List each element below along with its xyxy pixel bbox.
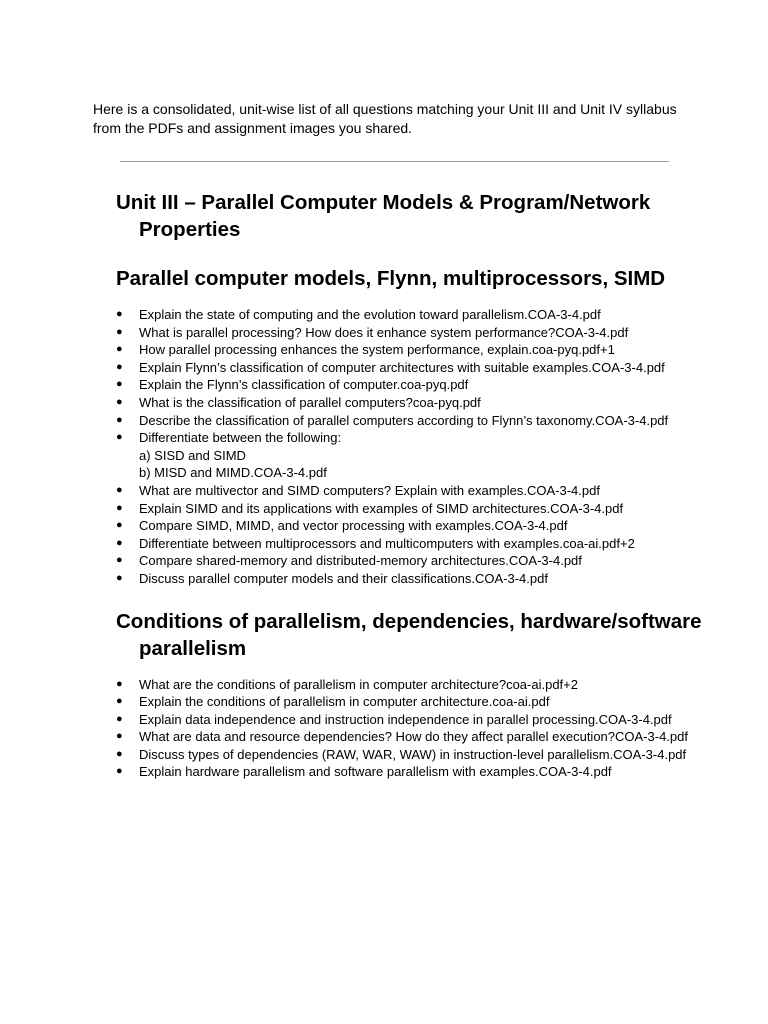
list-item-text: Compare SIMD, MIMD, and vector processing with examples.COA-3-4.pdf (139, 518, 568, 534)
list-item-text: Differentiate between the following: a) SISD and SIMD b) MISD and MIMD.COA-3-4.pdf (139, 430, 342, 481)
bullet-icon: ● (116, 712, 123, 725)
list-item-text: What are multivector and SIMD computers? Explain with examples.COA-3-4.pdf (139, 482, 600, 498)
list-item (116, 517, 716, 535)
list-item-text: Explain the state of computing and the evolution toward parallelism.COA-3-4.pdf (139, 307, 601, 322)
bullet-icon: ● (116, 571, 123, 584)
question-list (116, 676, 716, 782)
list-item (116, 535, 716, 553)
list-item-text: What are the conditions of parallelism in computer architecture?coa-ai.pdf+2 (139, 676, 578, 692)
horizontal-divider (120, 161, 669, 162)
bullet-icon: ● (116, 519, 123, 532)
list-item (116, 306, 716, 324)
document-body (116, 189, 716, 801)
list-item-text: What is the classification of parallel computers?coa-pyq.pdf (139, 394, 481, 410)
list-item-text: Describe the classification of parallel computers according to Flynn’s taxonomy.COA-3-4.pdf (139, 412, 669, 428)
list-item-text: Discuss types of dependencies (RAW, WAR, WAW) in instruction-level parallelism.COA-3-4.pdf (139, 746, 687, 762)
list-item (116, 376, 716, 394)
list-item-text: Explain Flynn’s classification of computer architectures with suitable examples.COA-3-4.pdf (139, 359, 665, 375)
list-item (116, 359, 716, 377)
bullet-icon: ● (116, 413, 123, 426)
list-item-text: Explain the Flynn’s classification of computer.coa-pyq.pdf (139, 377, 469, 393)
bullet-icon: ● (116, 695, 123, 708)
bullet-icon: ● (116, 325, 123, 338)
bullet-icon: ● (116, 308, 123, 320)
list-item (116, 728, 716, 746)
list-item (116, 746, 716, 764)
list-item-text: How parallel processing enhances the system performance, explain.coa-pyq.pdf+1 (139, 342, 615, 358)
bullet-icon: ● (116, 343, 123, 356)
list-item-text: Differentiate between multiprocessors and multicomputers with examples.coa-ai.pdf+2 (139, 535, 635, 551)
bullet-icon: ● (116, 483, 123, 496)
section-conditions-parallelism (116, 608, 716, 782)
list-item (116, 552, 716, 570)
bullet-icon: ● (116, 554, 123, 567)
list-item-text: Compare shared-memory and distributed-memory architectures.COA-3-4.pdf (139, 553, 582, 569)
list-item (116, 676, 716, 694)
list-item (116, 482, 716, 500)
bullet-icon: ● (116, 431, 123, 444)
question-list (116, 306, 716, 588)
bullet-icon: ● (116, 747, 123, 760)
bullet-icon: ● (116, 395, 123, 408)
unit-title: Unit III – Parallel Computer Models & Program/Network Properties (116, 191, 651, 241)
list-item-text: What are data and resource dependencies? How do they affect parallel execution?COA-3-4.pdf (139, 729, 688, 745)
list-item (116, 429, 716, 482)
list-item-text: Explain SIMD and its applications with examples of SIMD architectures.COA-3-4.pdf (139, 500, 624, 516)
bullet-icon: ● (116, 501, 123, 514)
list-item-text: What is parallel processing? How does it enhance system performance?COA-3-4.pdf (139, 324, 629, 340)
section-parallel-models (116, 265, 716, 588)
list-item (116, 570, 716, 588)
bullet-icon: ● (116, 677, 123, 690)
list-item (116, 394, 716, 412)
list-item (116, 412, 716, 430)
bullet-icon: ● (116, 378, 123, 391)
list-item-text: Explain the conditions of parallelism in computer architecture.coa-ai.pdf (139, 694, 550, 710)
list-item-text: Discuss parallel computer models and their classifications.COA-3-4.pdf (139, 570, 548, 586)
bullet-icon: ● (116, 536, 123, 549)
list-item (116, 711, 716, 729)
list-item (116, 693, 716, 711)
bullet-icon: ● (116, 730, 123, 743)
bullet-icon: ● (116, 360, 123, 373)
bullet-icon: ● (116, 765, 123, 778)
list-item (116, 324, 716, 342)
list-item (116, 341, 716, 359)
section-heading: Parallel computer models, Flynn, multiprocessors, SIMD (116, 267, 666, 290)
list-item-text: Explain data independence and instruction independence in parallel processing.COA-3-4.pdf (139, 711, 672, 727)
list-item (116, 500, 716, 518)
intro-paragraph: Here is a consolidated, unit-wise list of all questions matching your Unit III and Unit IV syllabus from the PDFs and assignment images you shared. (93, 101, 677, 136)
section-heading: Conditions of parallelism, dependencies, hardware/software parallelism (116, 609, 702, 660)
list-item (116, 763, 716, 781)
list-item-text: Explain hardware parallelism and software parallelism with examples.COA-3-4.pdf (139, 764, 612, 780)
